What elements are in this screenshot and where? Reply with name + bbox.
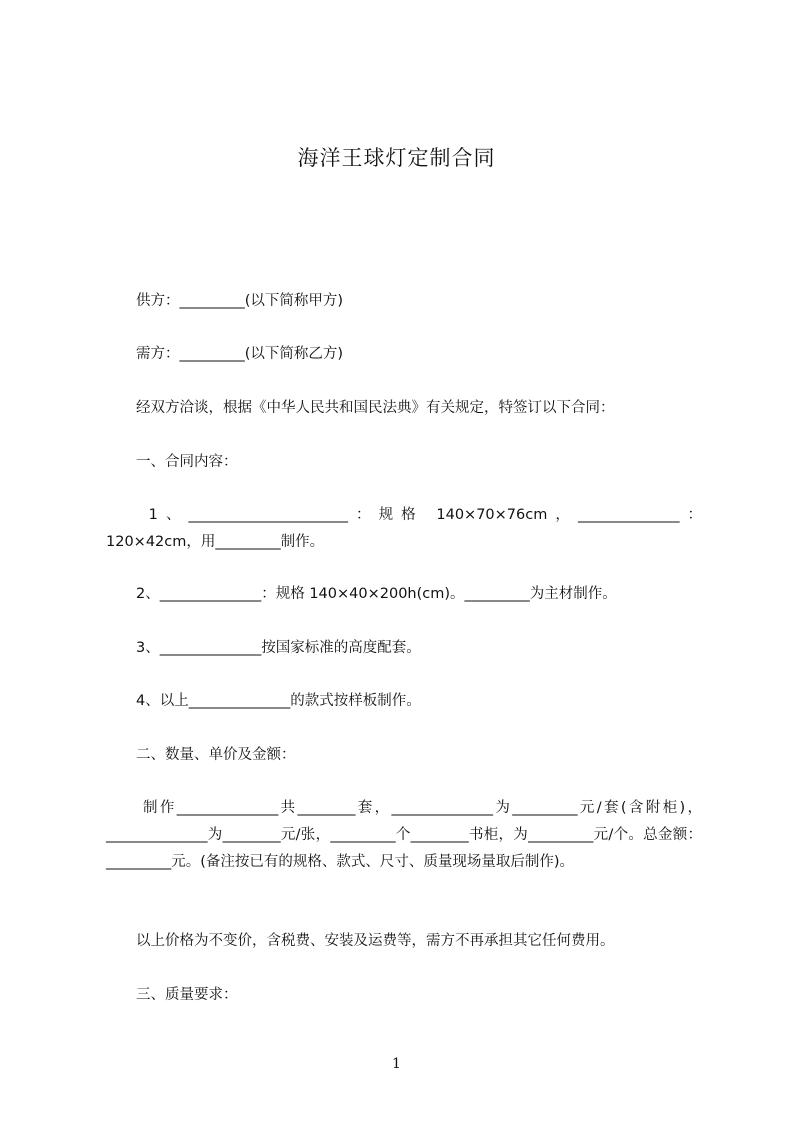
section-heading-quantity-price: 二、数量、单价及金额： [136,747,296,763]
document-title: 海洋王球灯定制合同 [297,146,496,170]
price-note-paragraph: 以上价格为不变价，含税费、安装及运费等，需方不再承担其它任何费用。 [136,933,615,949]
section-heading-quality: 三、质量要求： [136,987,238,1003]
page-number: 1 [392,1056,401,1072]
buyer-line: 需方：_________(以下简称乙方) [136,346,344,362]
supplier-line: 供方：_________(以下简称甲方) [136,293,344,309]
clause-2: 2、______________：规格 140×40×200h(cm)。_________为主材制作。 [136,586,617,602]
quantity-price-paragraph: 制作______________共________套，______________为_________元/套(含附柜)，______________为________元/张，_________个________书柜，为_________元/个。总金额：_________元。(备注按已有的规格、款式、尺寸、质量现场量取后制作)。 [106,800,703,870]
clause-4: 4、以上______________的款式按样板制作。 [136,693,421,709]
section-heading-contract-content: 一、合同内容： [136,454,238,470]
clause-1: 1、______________________：规格 140×70×76cm，______________：120×42cm，用_________制作。 [106,507,703,550]
clause-3: 3、______________按国家标准的高度配套。 [136,640,421,656]
preamble-paragraph: 经双方洽谈，根据《中华人民共和国民法典》有关规定，特签订以下合同： [136,400,615,416]
